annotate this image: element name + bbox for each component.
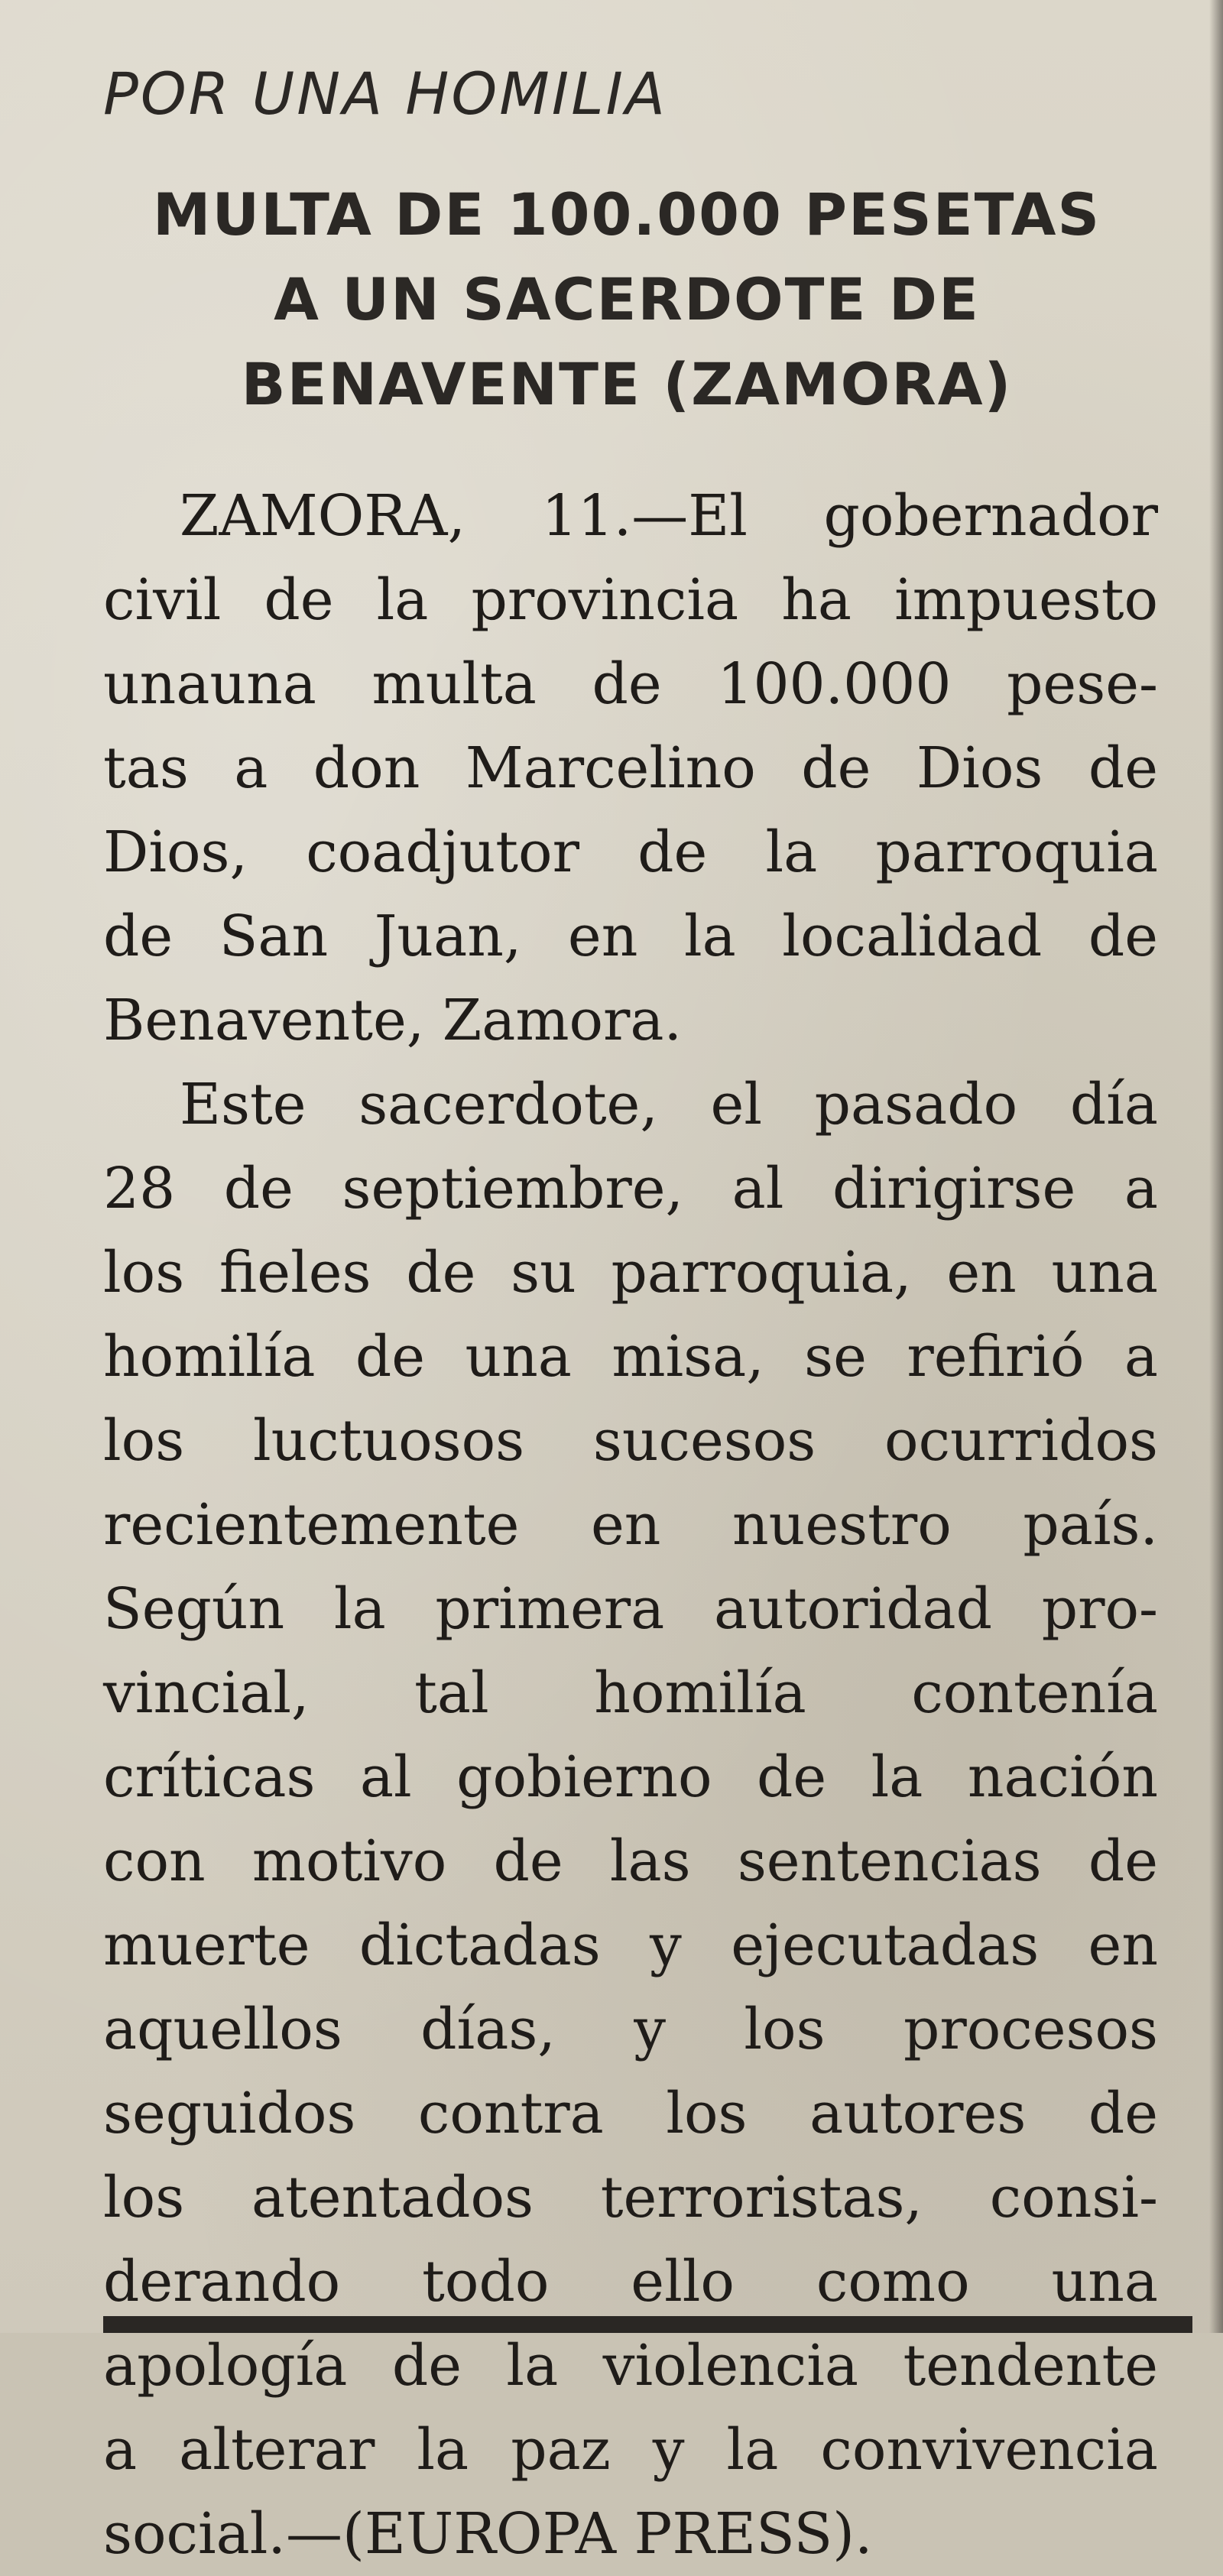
headline-line: BENAVENTE (ZAMORA) bbox=[241, 350, 1013, 418]
body-line: de San Juan, en la localidad de bbox=[103, 904, 1158, 969]
body-line: homilía de una misa, se refirió a bbox=[103, 1324, 1158, 1390]
body-line: unauna multa de 100.000 pese- bbox=[103, 651, 1158, 717]
body-line: apología de la violencia tendente bbox=[103, 2333, 1158, 2399]
paragraph-1 bbox=[103, 474, 1158, 1063]
article-kicker: POR UNA HOMILIA bbox=[103, 60, 667, 128]
headline-line: MULTA DE 100.000 PESETAS bbox=[152, 180, 1101, 248]
body-line: seguidos contra los autores de bbox=[103, 2081, 1158, 2146]
body-line: con motivo de las sentencias de bbox=[103, 1828, 1158, 1894]
body-line: social.—(EUROPA PRESS). bbox=[103, 2501, 873, 2567]
body-line: civil de la provincia ha impuesto bbox=[103, 567, 1158, 633]
bottom-rule bbox=[103, 2316, 1192, 2333]
body-line: Según la primera autoridad pro- bbox=[103, 1576, 1158, 1642]
body-line: a alterar la paz y la convivencia bbox=[103, 2417, 1158, 2483]
article-headline bbox=[92, 172, 1162, 427]
body-line: tas a don Marcelino de Dios de bbox=[103, 735, 1158, 801]
body-line: derando todo ello como una bbox=[103, 2249, 1158, 2315]
body-line: los fieles de su parroquia, en una bbox=[103, 1240, 1158, 1306]
body-line: 28 de septiembre, al dirigirse a bbox=[103, 1156, 1158, 1221]
body-line: ZAMORA, 11.—El gobernador bbox=[180, 483, 1158, 549]
body-line: los atentados terroristas, consi- bbox=[103, 2165, 1158, 2230]
paragraph-2 bbox=[103, 1063, 1158, 2576]
body-line: Este sacerdote, el pasado día bbox=[180, 1072, 1158, 1137]
body-line: Dios, coadjutor de la parroquia bbox=[103, 819, 1158, 885]
clipping-shadow-edge bbox=[1209, 0, 1223, 2333]
headline-line: A UN SACERDOTE DE bbox=[274, 265, 980, 333]
body-line: muerte dictadas y ejecutadas en bbox=[103, 1913, 1158, 1978]
body-line: vincial, tal homilía contenía bbox=[103, 1660, 1158, 1726]
body-line: Benavente, Zamora. bbox=[103, 988, 683, 1053]
body-line: críticas al gobierno de la nación bbox=[103, 1744, 1158, 1810]
article-body bbox=[103, 474, 1158, 2576]
body-line: los luctuosos sucesos ocurridos bbox=[103, 1408, 1158, 1474]
body-line: aquellos días, y los procesos bbox=[103, 1997, 1158, 2062]
body-line: recientemente en nuestro país. bbox=[103, 1492, 1158, 1558]
